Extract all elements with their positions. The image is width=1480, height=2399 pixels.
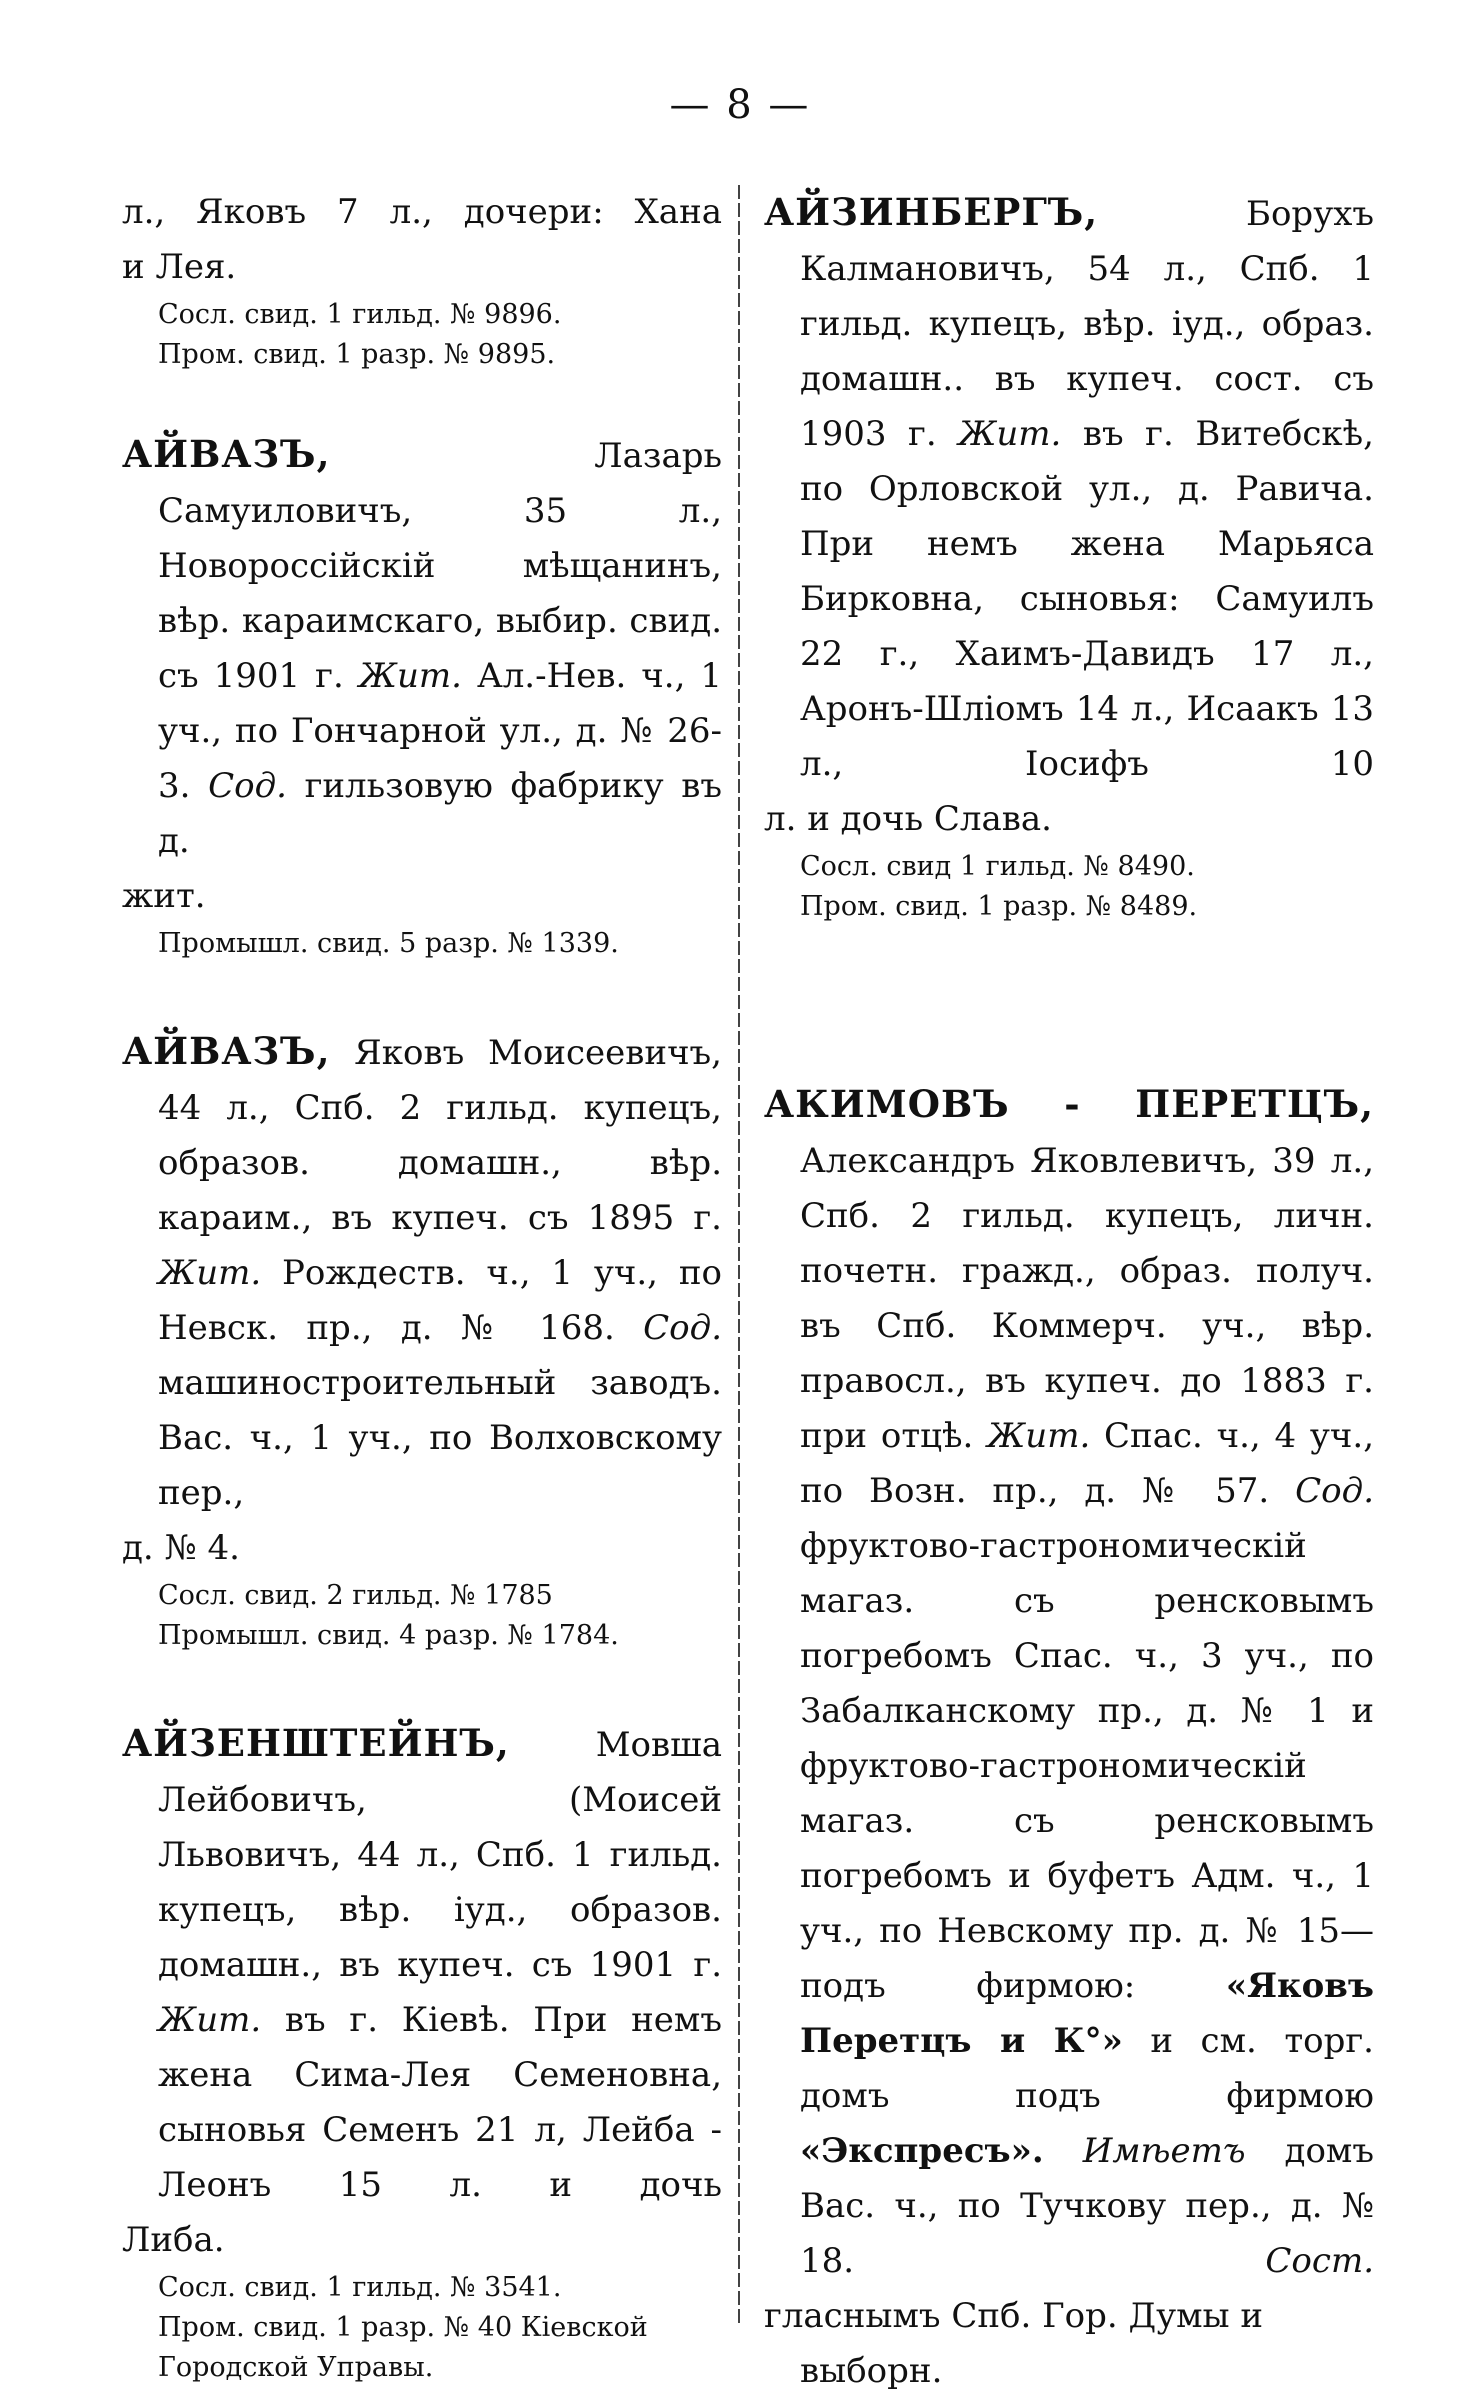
license-note: Промышл. свид. 4 разр. № 1784. (158, 1620, 619, 1651)
license-note: Сосл. свид. 1 гильд. № 9896. (158, 299, 562, 330)
license-note: Пром. свид. 1 разр. № 40 Кіевской Городской Управы. (158, 2312, 648, 2383)
entry-surname: АЙВАЗЪ, (122, 1029, 331, 1073)
license-note: Сосл. свид. 2 гильд. № 1785 (158, 1580, 553, 1611)
entry-text: АКИМОВЪ - ПЕРЕТЦЪ, Александръ Яковлевичъ, 39 л., Спб. 2 гильд. купецъ, личн. почетн. гражд., образ. получ. въ Спб. Коммерч. уч., вѣр. правосл., въ купеч. до 1883 г. при отцѣ. Жит. Спас. ч., 4 уч., по Возн. пр., д. № 57. Сод. фруктово-гастрономическій магаз. съ ренсковымъ погребомъ Спас. ч., 3 уч., по Забалканскому пр., д. № 1 и фруктово-гастрономическій магаз. съ ренсковымъ погребомъ и буфетъ Адм. ч., 1 уч., по Невскому пр. д. № 15—подъ фирмою: «Яковъ Перетцъ и К°» и см. торг. домъ подъ фирмою «Экспресъ». Имѣетъ домъ Вас. ч., по Тучкову пер., д. № 18. Сост. гласнымъ Спб. Гор. Думы и выборн. (764, 1082, 1375, 2391)
entry-surname: АЙВАЗЪ, (122, 432, 331, 476)
entry-surname: АЙЗИНБЕРГЪ, (764, 190, 1099, 234)
right-column (764, 185, 1374, 2399)
license-note: Пром. свид. 1 разр. № 9895. (158, 339, 556, 370)
firm-name: «Яковъ Перетцъ и К°» (800, 1966, 1374, 2061)
directory-entry (764, 185, 1374, 927)
entry-text: АЙЗИНБЕРГЪ, Борухъ Калмановичъ, 54 л., Спб. 1 гильд. купецъ, вѣр. іуд., образ. домашн.. въ купеч. сост. съ 1903 г. Жит. въ г. Витебскѣ, по Орловской ул., д. Равича. При немъ жена Марьяса Бирковна, сыновья: Самуилъ 22 г., Хаимъ-Давидъ 17 л., Аронъ-Шліомъ 14 л., Исаакъ 13 л., Іосифъ 10 л. и дочь Слава. (764, 190, 1374, 839)
directory-entry (122, 1716, 722, 2388)
firm-name: «Экспресъ». (800, 2131, 1044, 2171)
entry-surname: АЙЗЕНШТЕЙНЪ, (122, 1721, 510, 1765)
entry-text: АЙЗЕНШТЕЙНЪ, Мовша Лейбовичъ, (Моисей Львовичъ, 44 л., Спб. 1 гильд. купецъ, вѣр. іуд., образов. домашн., въ купеч. съ 1901 г. Жит. въ г. Кіевѣ. При немъ жена Сима-Лея Семеновна, сыновья Семенъ 21 л, Лейба - Леонъ 15 л. и дочь Либа. (122, 1721, 722, 2260)
entry-text: АЙВАЗЪ, Яковъ Моисеевичъ, 44 л., Спб. 2 гильд. купецъ, образов. домашн., вѣр. караим., въ купеч. съ 1895 г. Жит. Рождеств. ч., 1 уч., по Невск. пр., д. № 168. Сод. машиностроительный заводъ. Вас. ч., 1 уч., по Волховскому пер., д. № 4. (122, 1029, 723, 1568)
continuation-entry (122, 185, 722, 375)
entry-text: АЙВАЗЪ, Лазарь Самуиловичъ, 35 л., Новороссійскій мѣщанинъ, вѣр. караимскаго, выбир. свид. съ 1901 г. Жит. Ал.-Нев. ч., 1 уч., по Гончарной ул., д. № 26-3. Сод. гильзовую фабрику въ д. жит. (122, 432, 723, 916)
directory-entry (122, 1024, 722, 1656)
license-note: Сосл. свид. 1 гильд. № 3541. (158, 2272, 562, 2303)
directory-entry (122, 427, 722, 964)
license-note: Промышл. свид. 5 разр. № 1339. (158, 928, 619, 959)
entry-text: л., Яковъ 7 л., дочери: Хана и Лея. (122, 192, 722, 287)
license-note: Пром. свид. 1 разр. № 8489. (800, 891, 1198, 922)
column-divider (738, 185, 740, 2325)
left-column (122, 185, 722, 2388)
license-note: Сосл. свид 1 гильд. № 8490. (800, 851, 1195, 882)
entry-surname: АКИМОВЪ - ПЕРЕТЦЪ, (764, 1082, 1374, 1126)
page-number: — 8 — (669, 82, 811, 128)
directory-entry (764, 1077, 1374, 2399)
